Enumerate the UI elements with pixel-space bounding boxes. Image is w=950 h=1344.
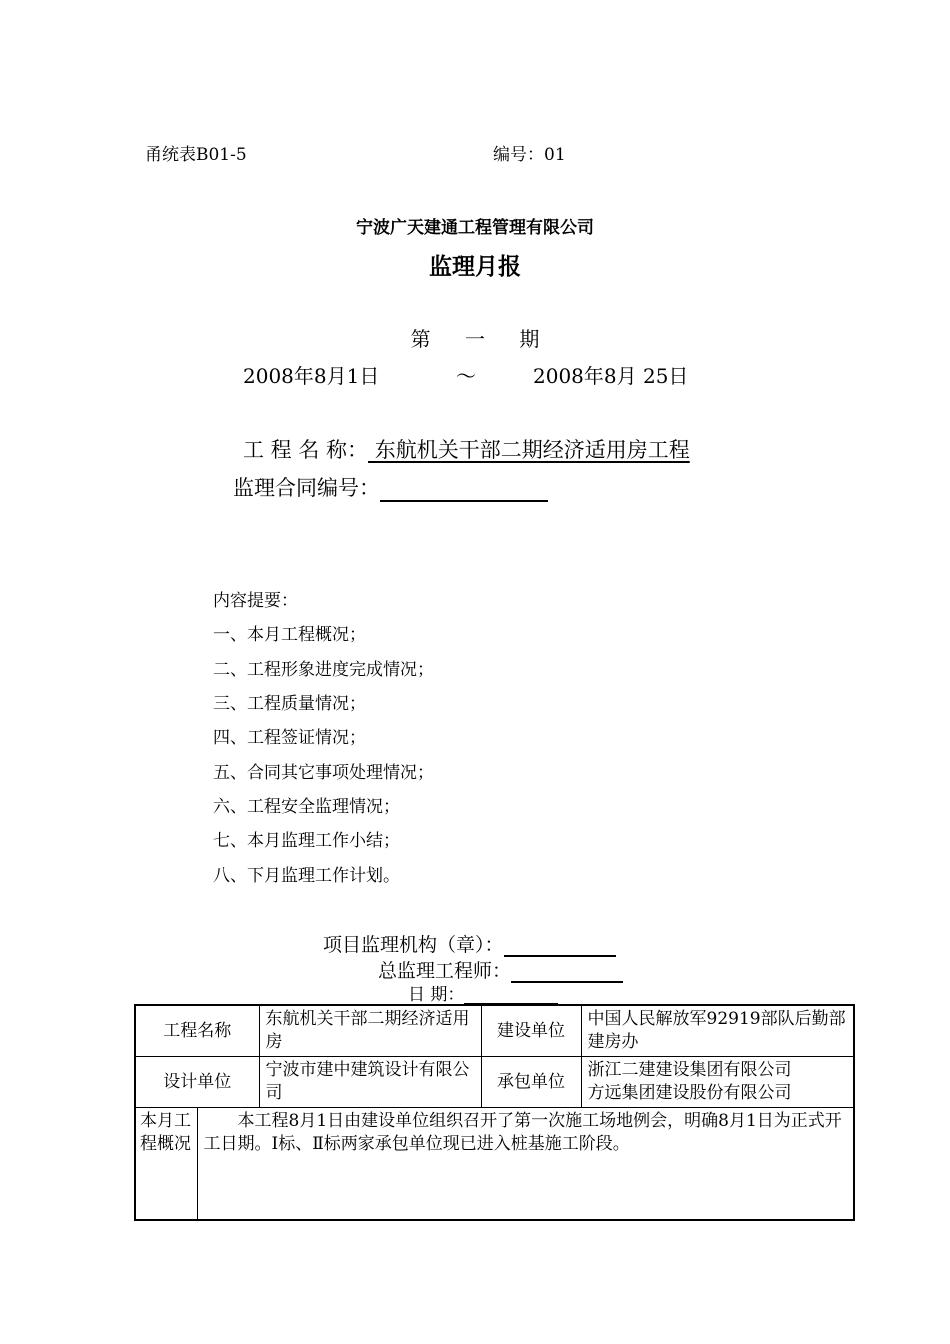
project-name-cell-label: 工程名称 [135, 1005, 259, 1057]
contents-item: 八、下月监理工作计划。 [213, 866, 400, 886]
period-part: 期 [519, 327, 540, 351]
contents-item: 四、工程签证情况； [213, 728, 366, 748]
date-blank [464, 988, 558, 1005]
chief-engineer-label: 总监理工程师： [378, 960, 512, 982]
overview-cell-text: 本工程8月1日由建设单位组织召开了第一次施工场地例会，明确8月1日为正式开工日期。Ⅰ标、Ⅱ标两家承包单位现已进入桩基施工阶段。 [197, 1108, 854, 1220]
designer-cell-value: 宁波市建中建筑设计有限公司 [259, 1057, 481, 1108]
issue-period [0, 323, 950, 352]
company-name: 宁波广天建通工程管理有限公司 [356, 218, 594, 238]
contents-heading: 内容提要： [213, 591, 298, 611]
project-name-value: 东航机关干部二期经济适用房工程 [368, 438, 690, 462]
contractor-name: 浙江二建建设集团有限公司 [587, 1060, 792, 1080]
document-number: 编号：01 [493, 145, 566, 165]
owner-cell-label: 建设单位 [481, 1005, 581, 1057]
contents-item: 六、工程安全监理情况； [213, 797, 400, 817]
table-row [135, 1108, 854, 1220]
report-title: 监理月报 [429, 254, 521, 280]
project-name [243, 434, 690, 464]
end-date: 2008年8月 25日 [533, 364, 689, 388]
project-name-cell-value: 东航机关干部二期经济适用房 [259, 1005, 481, 1057]
contents-item: 二、工程形象进度完成情况； [213, 660, 434, 680]
contract-number [233, 472, 548, 502]
date-tilde: ～ [456, 364, 476, 388]
chief-engineer-sign [378, 956, 623, 983]
overview-cell-label: 本月工程概况 [135, 1108, 197, 1220]
date-sign [408, 980, 558, 1005]
period-part: 一 [465, 327, 485, 351]
start-date: 2008年8月1日 [243, 364, 380, 388]
designer-cell-label: 设计单位 [135, 1057, 259, 1108]
contents-item: 三、工程质量情况； [213, 694, 366, 714]
owner-cell-value: 中国人民解放军92919部队后勤部建房办 [581, 1005, 854, 1057]
contract-number-blank [380, 482, 548, 502]
supervision-org-blank [504, 937, 616, 957]
project-name-label: 工 程 名 称： [243, 438, 369, 462]
project-info-table [134, 1004, 855, 1221]
supervision-org-sign [323, 930, 616, 957]
contents-item: 七、本月监理工作小结； [213, 831, 400, 851]
contractor-cell-label: 承包单位 [481, 1057, 581, 1108]
date-label: 日 期： [408, 985, 465, 1005]
form-code: 甬统表B01-5 [145, 145, 247, 165]
contents-item: 五、合同其它事项处理情况； [213, 763, 434, 783]
supervision-org-label: 项目监理机构（章）： [323, 934, 504, 956]
contract-number-label: 监理合同编号： [233, 476, 380, 500]
period-part: 第 [410, 327, 431, 351]
table-row [135, 1005, 854, 1057]
contractor-cell-value [581, 1057, 854, 1108]
table-row [135, 1057, 854, 1108]
contractor-name: 方远集团建设股份有限公司 [587, 1083, 792, 1103]
contents-item: 一、本月工程概况； [213, 625, 366, 645]
